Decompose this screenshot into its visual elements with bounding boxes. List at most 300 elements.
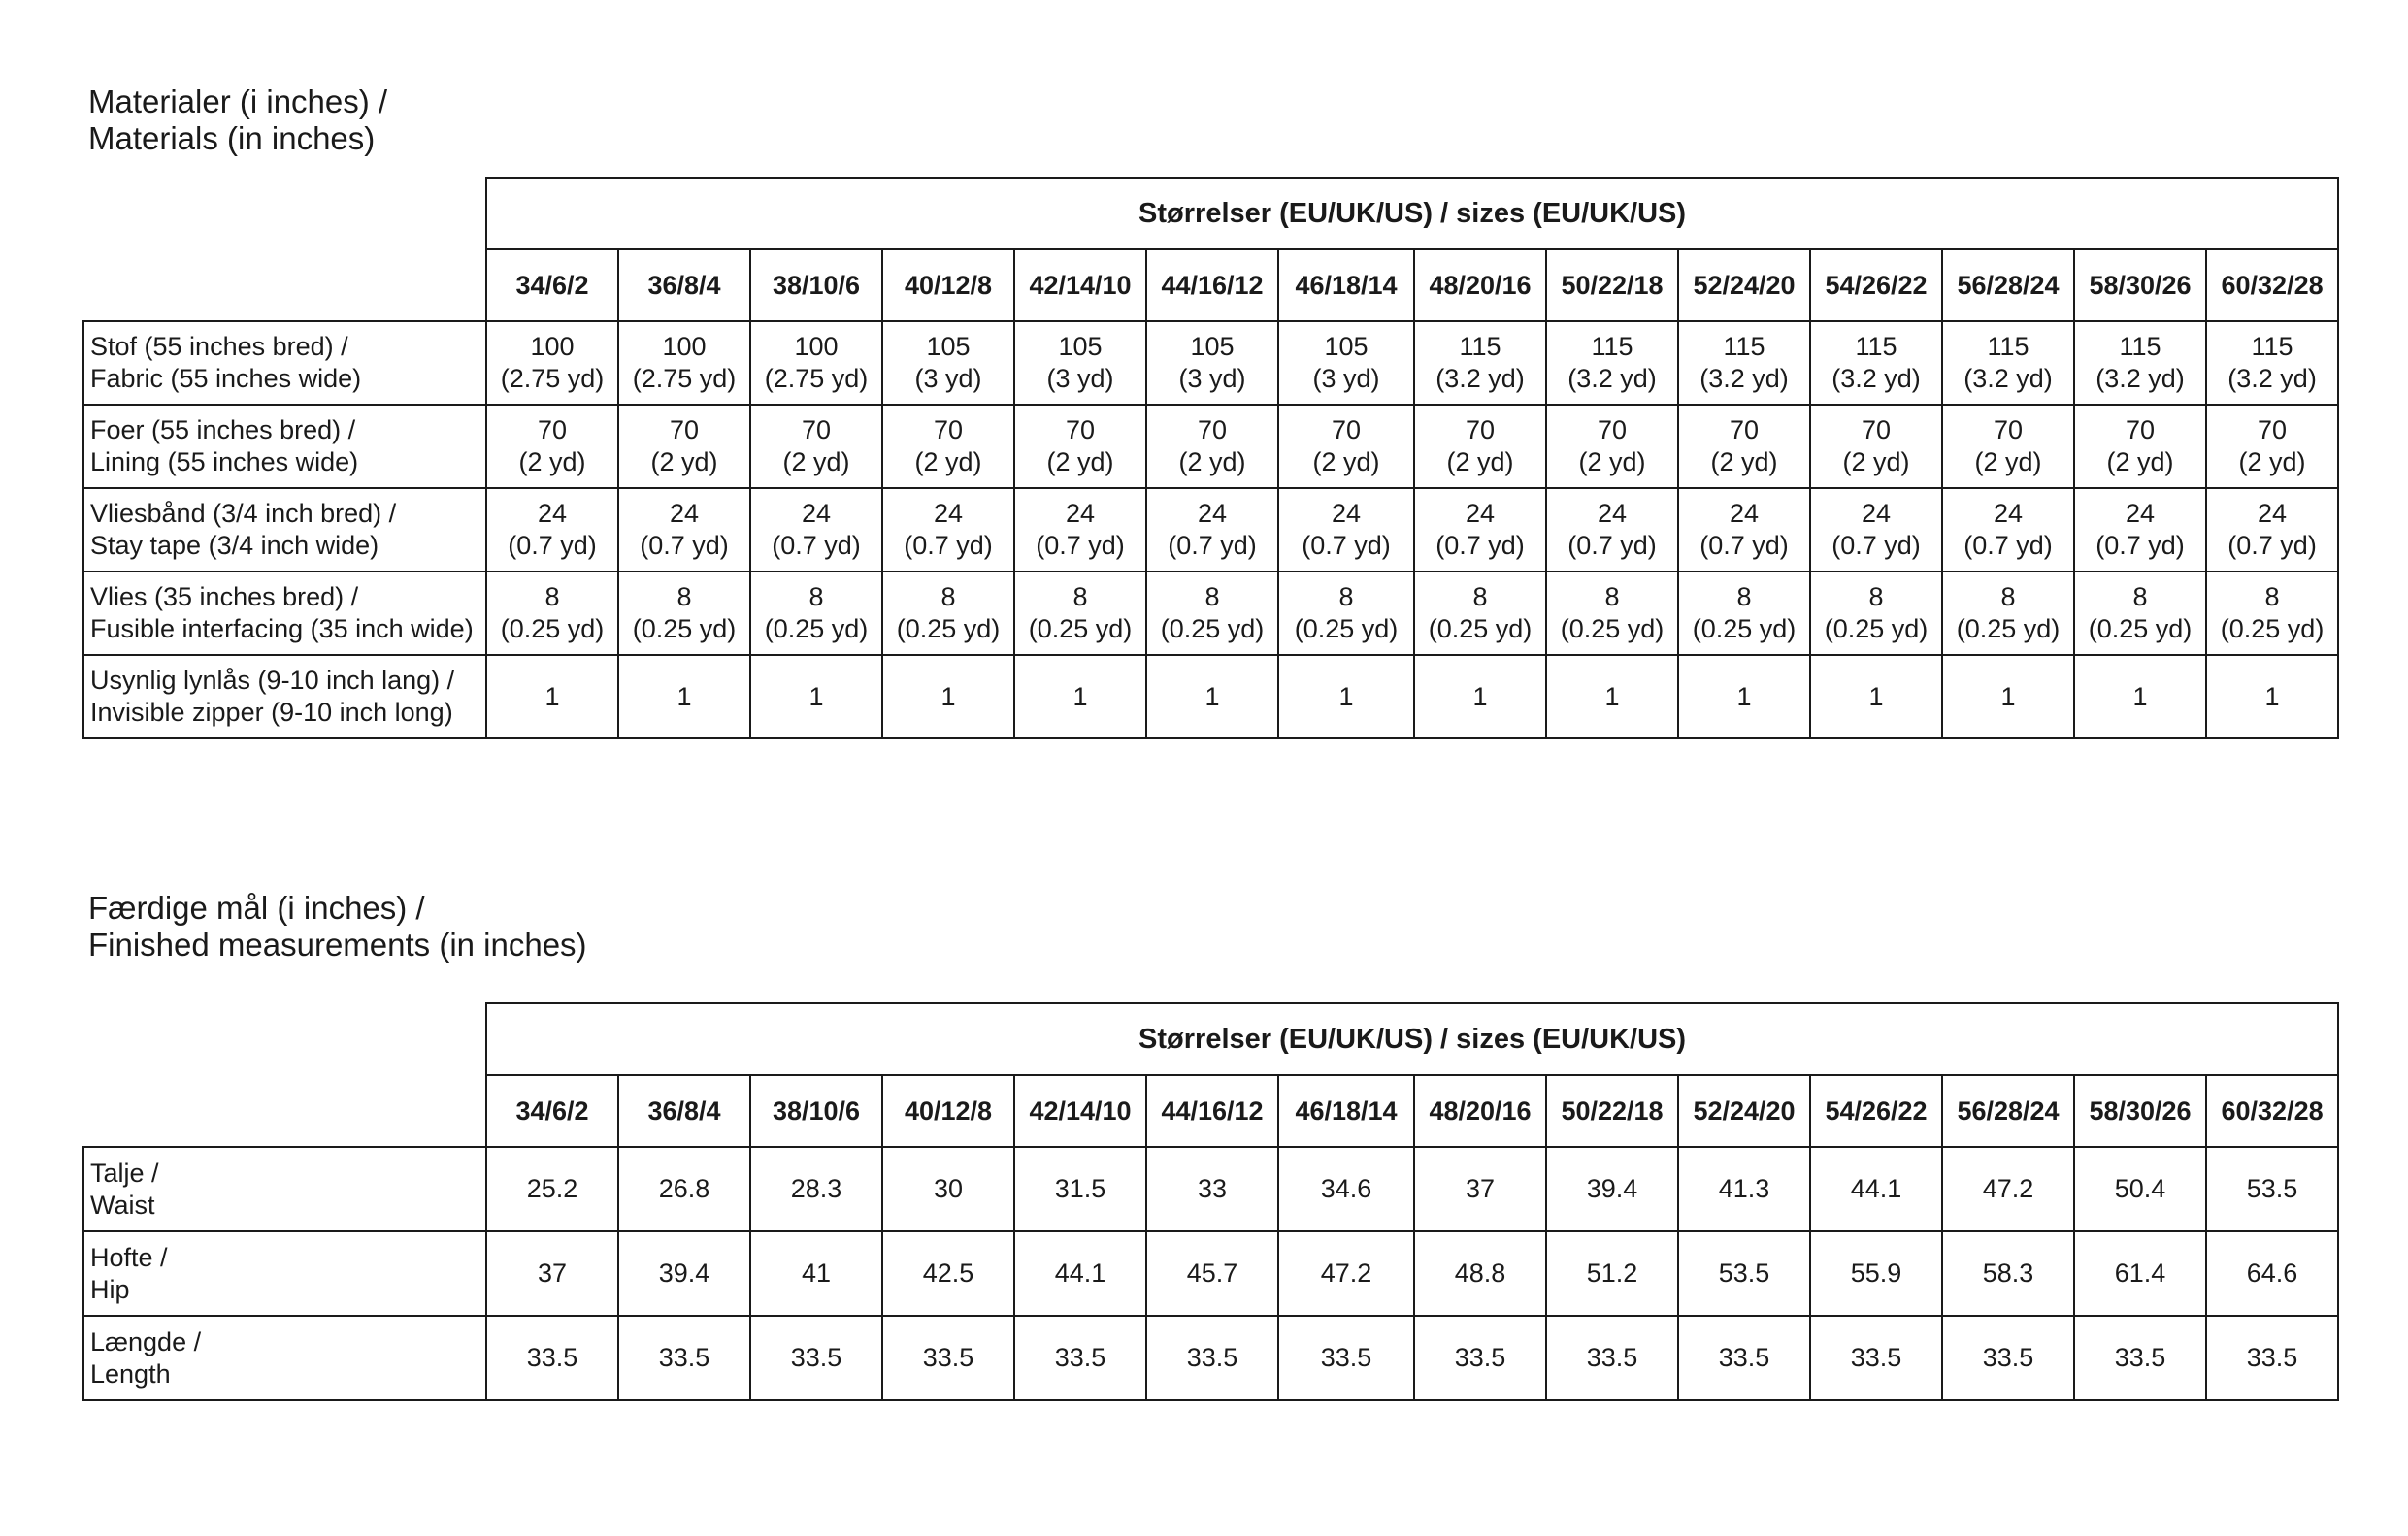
table-cell [1678,405,1810,488]
size-column-header: 60/32/28 [2206,249,2338,321]
row-label-line: Fusible interfacing (35 inch wide) [90,614,474,643]
cell-value: 33.5 [1454,1343,1506,1372]
table-cell [618,1316,750,1400]
row-label-line: Stof (55 inches bred) / [90,332,348,361]
cell-value: (2.75 yd) [764,364,869,393]
table-cell [1146,572,1278,655]
cell-value: 24 [1065,499,1096,528]
cell-value: 1 [1338,681,1354,711]
cell-value: 1 [1604,681,1620,711]
table-cell [750,488,882,572]
cell-value: (0.25 yd) [1160,614,1265,643]
cell-value: (2 yd) [1710,447,1778,476]
table-cell [1810,321,1942,405]
cell-value: 70 [2258,415,2288,444]
sizes-header: Størrelser (EU/UK/US) / sizes (EU/UK/US) [486,178,2338,249]
cell-value: (0.25 yd) [1028,614,1133,643]
table-cell [1278,321,1414,405]
sizes-header: Størrelser (EU/UK/US) / sizes (EU/UK/US) [486,1003,2338,1075]
table-cell [882,1231,1014,1316]
size-column-header: 54/26/22 [1810,1075,1942,1147]
row-label-line: Stay tape (3/4 inch wide) [90,531,379,560]
table-cell [1810,1147,1942,1231]
cell-value: 53.5 [1718,1258,1770,1288]
cell-value: 70 [669,415,700,444]
table-cell [1146,655,1278,738]
size-column-header: 48/20/16 [1414,249,1546,321]
cell-value: 30 [933,1174,964,1203]
table-cell [1014,655,1146,738]
cell-value: 33.5 [922,1343,974,1372]
cell-value: 24 [2125,499,2156,528]
table-row [83,321,2338,405]
table-cell [1278,572,1414,655]
cell-value: 44.1 [1054,1258,1106,1288]
cell-value: 33.5 [658,1343,710,1372]
table-cell [1278,1147,1414,1231]
table-corner [83,249,486,321]
row-label [83,572,486,655]
table-cell [486,655,618,738]
cell-value: 24 [1729,499,1760,528]
table-cell [486,405,618,488]
cell-value: (3.2 yd) [1963,364,2053,393]
table-cell [1014,488,1146,572]
cell-value: 37 [1465,1174,1496,1203]
cell-value: 24 [669,499,700,528]
table-cell [1014,405,1146,488]
cell-value: 24 [1331,499,1362,528]
row-label [83,1147,486,1231]
table-cell [1146,1147,1278,1231]
finished-measurements-table [82,1002,2339,1401]
size-column-header: 60/32/28 [2206,1075,2338,1147]
size-column-header: 48/20/16 [1414,1075,1546,1147]
table-cell [1546,488,1678,572]
cell-value: 1 [1472,681,1488,711]
cell-value: 33 [1197,1174,1228,1203]
cell-value: 70 [1861,415,1892,444]
table-cell [882,1316,1014,1400]
table-cell [486,1147,618,1231]
table-cell [1278,405,1414,488]
cell-value: 8 [808,582,824,611]
table-cell [1146,488,1278,572]
cell-value: 1 [940,681,956,711]
size-column-header: 44/16/12 [1146,1075,1278,1147]
cell-value: 8 [1072,582,1088,611]
cell-value: (0.25 yd) [1294,614,1399,643]
cell-value: (2 yd) [518,447,586,476]
cell-value: (2 yd) [1842,447,1910,476]
cell-value: (3.2 yd) [1699,364,1789,393]
cell-value: 24 [933,499,964,528]
table-cell [486,572,618,655]
table-row [83,1147,2338,1231]
table-cell [1810,1316,1942,1400]
table-cell [1414,488,1546,572]
cell-value: (0.7 yd) [2227,531,2317,560]
table-cell [882,321,1014,405]
row-label-line: Talje / [90,1158,159,1188]
cell-value: 24 [2258,499,2288,528]
size-column-header: 54/26/22 [1810,249,1942,321]
row-label-line: Vlies (35 inches bred) / [90,582,359,611]
cell-value: (0.7 yd) [1036,531,1125,560]
cell-value: 100 [794,332,839,361]
table-cell [1414,1147,1546,1231]
table-cell [1942,1316,2074,1400]
table-cell [1810,405,1942,488]
row-label [83,1231,486,1316]
cell-value: 8 [2264,582,2280,611]
size-column-header: 42/14/10 [1014,249,1146,321]
table-cell [618,1231,750,1316]
finished-title-line-1: Færdige mål (i inches) / [88,890,425,926]
cell-value: (0.25 yd) [1692,614,1797,643]
row-label-line: Foer (55 inches bred) / [90,415,356,444]
cell-value: 31.5 [1054,1174,1106,1203]
cell-value: (3.2 yd) [1435,364,1525,393]
table-cell [1678,1147,1810,1231]
cell-value: (0.25 yd) [2088,614,2193,643]
table-cell [618,1147,750,1231]
size-column-header: 46/18/14 [1278,249,1414,321]
size-column-header: 38/10/6 [750,249,882,321]
cell-value: 1 [1072,681,1088,711]
cell-value: (3 yd) [1178,364,1246,393]
table-cell [2206,321,2338,405]
cell-value: (3.2 yd) [1831,364,1921,393]
cell-value: 115 [2251,332,2293,361]
table-cell [1146,321,1278,405]
cell-value: 1 [676,681,692,711]
cell-value: 115 [1723,332,1765,361]
cell-value: (3 yd) [1046,364,1114,393]
table-cell [2206,405,2338,488]
table-cell [1678,1316,1810,1400]
cell-value: (2 yd) [782,447,850,476]
table-cell [750,1231,882,1316]
table-cell [882,572,1014,655]
table-cell [750,1147,882,1231]
cell-value: 24 [1993,499,2024,528]
cell-value: (2 yd) [1974,447,2042,476]
size-column-header: 50/22/18 [1546,249,1678,321]
cell-value: 33.5 [1586,1343,1638,1372]
cell-value: 8 [1604,582,1620,611]
materials-title-line-2: Materials (in inches) [88,120,376,156]
cell-value: 70 [537,415,568,444]
table-cell [2074,655,2206,738]
cell-value: 8 [1868,582,1884,611]
cell-value: 33.5 [2114,1343,2166,1372]
table-row [83,1231,2338,1316]
cell-value: 1 [1736,681,1752,711]
table-cell [618,405,750,488]
cell-value: 24 [537,499,568,528]
table-cell [618,321,750,405]
cell-value: 42.5 [922,1258,974,1288]
table-cell [1942,405,2074,488]
cell-value: 28.3 [790,1174,842,1203]
cell-value: 47.2 [1320,1258,1372,1288]
size-header-row [83,1075,2338,1147]
table-cell [1942,1231,2074,1316]
cell-value: (0.7 yd) [1699,531,1789,560]
cell-value: 1 [2264,681,2280,711]
cell-value: 105 [1190,332,1235,361]
table-cell [882,488,1014,572]
cell-value: 58.3 [1982,1258,2034,1288]
table-cell [1014,321,1146,405]
table-cell [750,321,882,405]
cell-value: (2 yd) [1446,447,1514,476]
table-cell [2206,488,2338,572]
table-cell [1414,572,1546,655]
cell-value: 70 [1065,415,1096,444]
cell-value: 70 [2125,415,2156,444]
row-label-line: Hofte / [90,1242,168,1272]
cell-value: (3.2 yd) [2227,364,2317,393]
cell-value: (0.25 yd) [764,614,869,643]
cell-value: (0.7 yd) [640,531,729,560]
cell-value: 70 [801,415,832,444]
cell-value: 8 [1204,582,1220,611]
row-label-line: Usynlig lynlås (9-10 inch lang) / [90,666,455,695]
cell-value: 33.5 [2246,1343,2298,1372]
cell-value: 105 [1324,332,1369,361]
cell-value: 100 [662,332,707,361]
cell-value: 70 [1993,415,2024,444]
cell-value: 44.1 [1850,1174,1902,1203]
cell-value: (0.25 yd) [1824,614,1929,643]
row-label-line: Vliesbånd (3/4 inch bred) / [90,499,397,528]
cell-value: 105 [926,332,971,361]
table-corner [83,178,486,249]
materials-title [88,83,387,157]
cell-value: 115 [1987,332,2029,361]
table-cell [1414,321,1546,405]
table-row [83,488,2338,572]
cell-value: (0.25 yd) [632,614,737,643]
cell-value: 8 [2132,582,2148,611]
table-cell [618,572,750,655]
size-column-header: 56/28/24 [1942,249,2074,321]
table-cell [2206,655,2338,738]
table-cell [2074,488,2206,572]
row-label [83,321,486,405]
cell-value: 51.2 [1586,1258,1638,1288]
cell-value: 70 [933,415,964,444]
cell-value: (3.2 yd) [1567,364,1657,393]
table-cell [1678,488,1810,572]
table-cell [2074,1316,2206,1400]
cell-value: 70 [1465,415,1496,444]
cell-value: 115 [1855,332,1897,361]
cell-value: 8 [940,582,956,611]
table-cell [2206,1147,2338,1231]
cell-value: (0.7 yd) [1302,531,1391,560]
cell-value: (0.25 yd) [1956,614,2061,643]
table-cell [618,655,750,738]
cell-value: 39.4 [1586,1174,1638,1203]
cell-value: (3.2 yd) [2095,364,2185,393]
cell-value: (0.7 yd) [508,531,597,560]
table-cell [2074,321,2206,405]
cell-value: (0.7 yd) [1168,531,1257,560]
cell-value: (0.7 yd) [2095,531,2185,560]
cell-value: 8 [676,582,692,611]
cell-value: (0.7 yd) [1435,531,1525,560]
size-column-header: 36/8/4 [618,1075,750,1147]
table-cell [882,655,1014,738]
cell-value: 1 [1204,681,1220,711]
table-cell [1546,321,1678,405]
cell-value: 1 [544,681,560,711]
cell-value: (2 yd) [1578,447,1646,476]
table-cell [2074,1231,2206,1316]
size-column-header: 52/24/20 [1678,1075,1810,1147]
row-label-line: Waist [90,1190,155,1220]
table-cell [882,405,1014,488]
cell-value: (0.25 yd) [1428,614,1533,643]
cell-value: 34.6 [1320,1174,1372,1203]
cell-value: 115 [1591,332,1633,361]
cell-value: 41.3 [1718,1174,1770,1203]
cell-value: 61.4 [2114,1258,2166,1288]
table-cell [1942,488,2074,572]
cell-value: (0.7 yd) [772,531,861,560]
table-cell [1678,321,1810,405]
cell-value: (3 yd) [914,364,982,393]
size-column-header: 34/6/2 [486,1075,618,1147]
cell-value: (2.75 yd) [632,364,737,393]
table-cell [486,321,618,405]
cell-value: 8 [2000,582,2016,611]
cell-value: 24 [1465,499,1496,528]
size-column-header: 46/18/14 [1278,1075,1414,1147]
size-column-header: 42/14/10 [1014,1075,1146,1147]
cell-value: 115 [1459,332,1501,361]
cell-value: (2 yd) [2106,447,2174,476]
table-cell [1146,1231,1278,1316]
cell-value: 53.5 [2246,1174,2298,1203]
cell-value: 48.8 [1454,1258,1506,1288]
cell-value: (2 yd) [1312,447,1380,476]
cell-value: (0.7 yd) [1831,531,1921,560]
materials-table [82,177,2339,739]
size-column-header: 40/12/8 [882,1075,1014,1147]
table-cell [2206,572,2338,655]
table-cell [1146,405,1278,488]
size-column-header: 50/22/18 [1546,1075,1678,1147]
size-column-header: 38/10/6 [750,1075,882,1147]
table-cell [486,488,618,572]
table-cell [1414,405,1546,488]
cell-value: 33.5 [790,1343,842,1372]
row-label [83,655,486,738]
cell-value: 33.5 [1186,1343,1238,1372]
cell-value: 33.5 [1054,1343,1106,1372]
table-cell [2074,405,2206,488]
cell-value: 70 [1597,415,1628,444]
cell-value: (3 yd) [1312,364,1380,393]
cell-value: 41 [801,1258,832,1288]
table-cell [2206,1316,2338,1400]
cell-value: 8 [1472,582,1488,611]
size-column-header: 36/8/4 [618,249,750,321]
row-label-line: Invisible zipper (9-10 inch long) [90,698,453,727]
cell-value: (2 yd) [2238,447,2306,476]
table-cell [1146,1316,1278,1400]
cell-value: (2 yd) [1046,447,1114,476]
cell-value: (0.7 yd) [904,531,993,560]
table-cell [1942,655,2074,738]
table-cell [1014,572,1146,655]
table-cell [1546,1147,1678,1231]
cell-value: 24 [1197,499,1228,528]
cell-value: 47.2 [1982,1174,2034,1203]
size-header-row [83,249,2338,321]
table-cell [486,1231,618,1316]
row-label-line: Lining (55 inches wide) [90,447,359,476]
row-label [83,488,486,572]
cell-value: (0.25 yd) [896,614,1001,643]
cell-value: (0.7 yd) [1567,531,1657,560]
size-column-header: 58/30/26 [2074,1075,2206,1147]
materials-title-line-1: Materialer (i inches) / [88,83,388,119]
cell-value: 33.5 [1982,1343,2034,1372]
table-cell [1414,655,1546,738]
finished-title-line-2: Finished measurements (in inches) [88,927,587,963]
table-cell [750,572,882,655]
cell-value: (2.75 yd) [500,364,605,393]
cell-value: 45.7 [1186,1258,1238,1288]
table-cell [1546,572,1678,655]
cell-value: 33.5 [1320,1343,1372,1372]
table-cell [1678,655,1810,738]
table-cell [1678,572,1810,655]
table-cell [1810,655,1942,738]
table-cell [1414,1316,1546,1400]
size-column-header: 44/16/12 [1146,249,1278,321]
table-row [83,405,2338,488]
table-cell [486,1316,618,1400]
table-cell [750,655,882,738]
table-cell [1942,572,2074,655]
table-row [83,655,2338,738]
size-column-header: 52/24/20 [1678,249,1810,321]
row-label-line: Length [90,1358,171,1389]
cell-value: 37 [537,1258,568,1288]
table-cell [618,488,750,572]
cell-value: (2 yd) [914,447,982,476]
cell-value: 115 [2119,332,2161,361]
row-label [83,405,486,488]
table-cell [1278,655,1414,738]
table-cell [1810,1231,1942,1316]
table-cell [2206,1231,2338,1316]
cell-value: (0.25 yd) [2220,614,2325,643]
size-column-header: 58/30/26 [2074,249,2206,321]
cell-value: (0.25 yd) [500,614,605,643]
table-cell [750,405,882,488]
table-cell [1014,1147,1146,1231]
cell-value: 24 [1597,499,1628,528]
table-cell [1278,1231,1414,1316]
cell-value: (0.7 yd) [1963,531,2053,560]
